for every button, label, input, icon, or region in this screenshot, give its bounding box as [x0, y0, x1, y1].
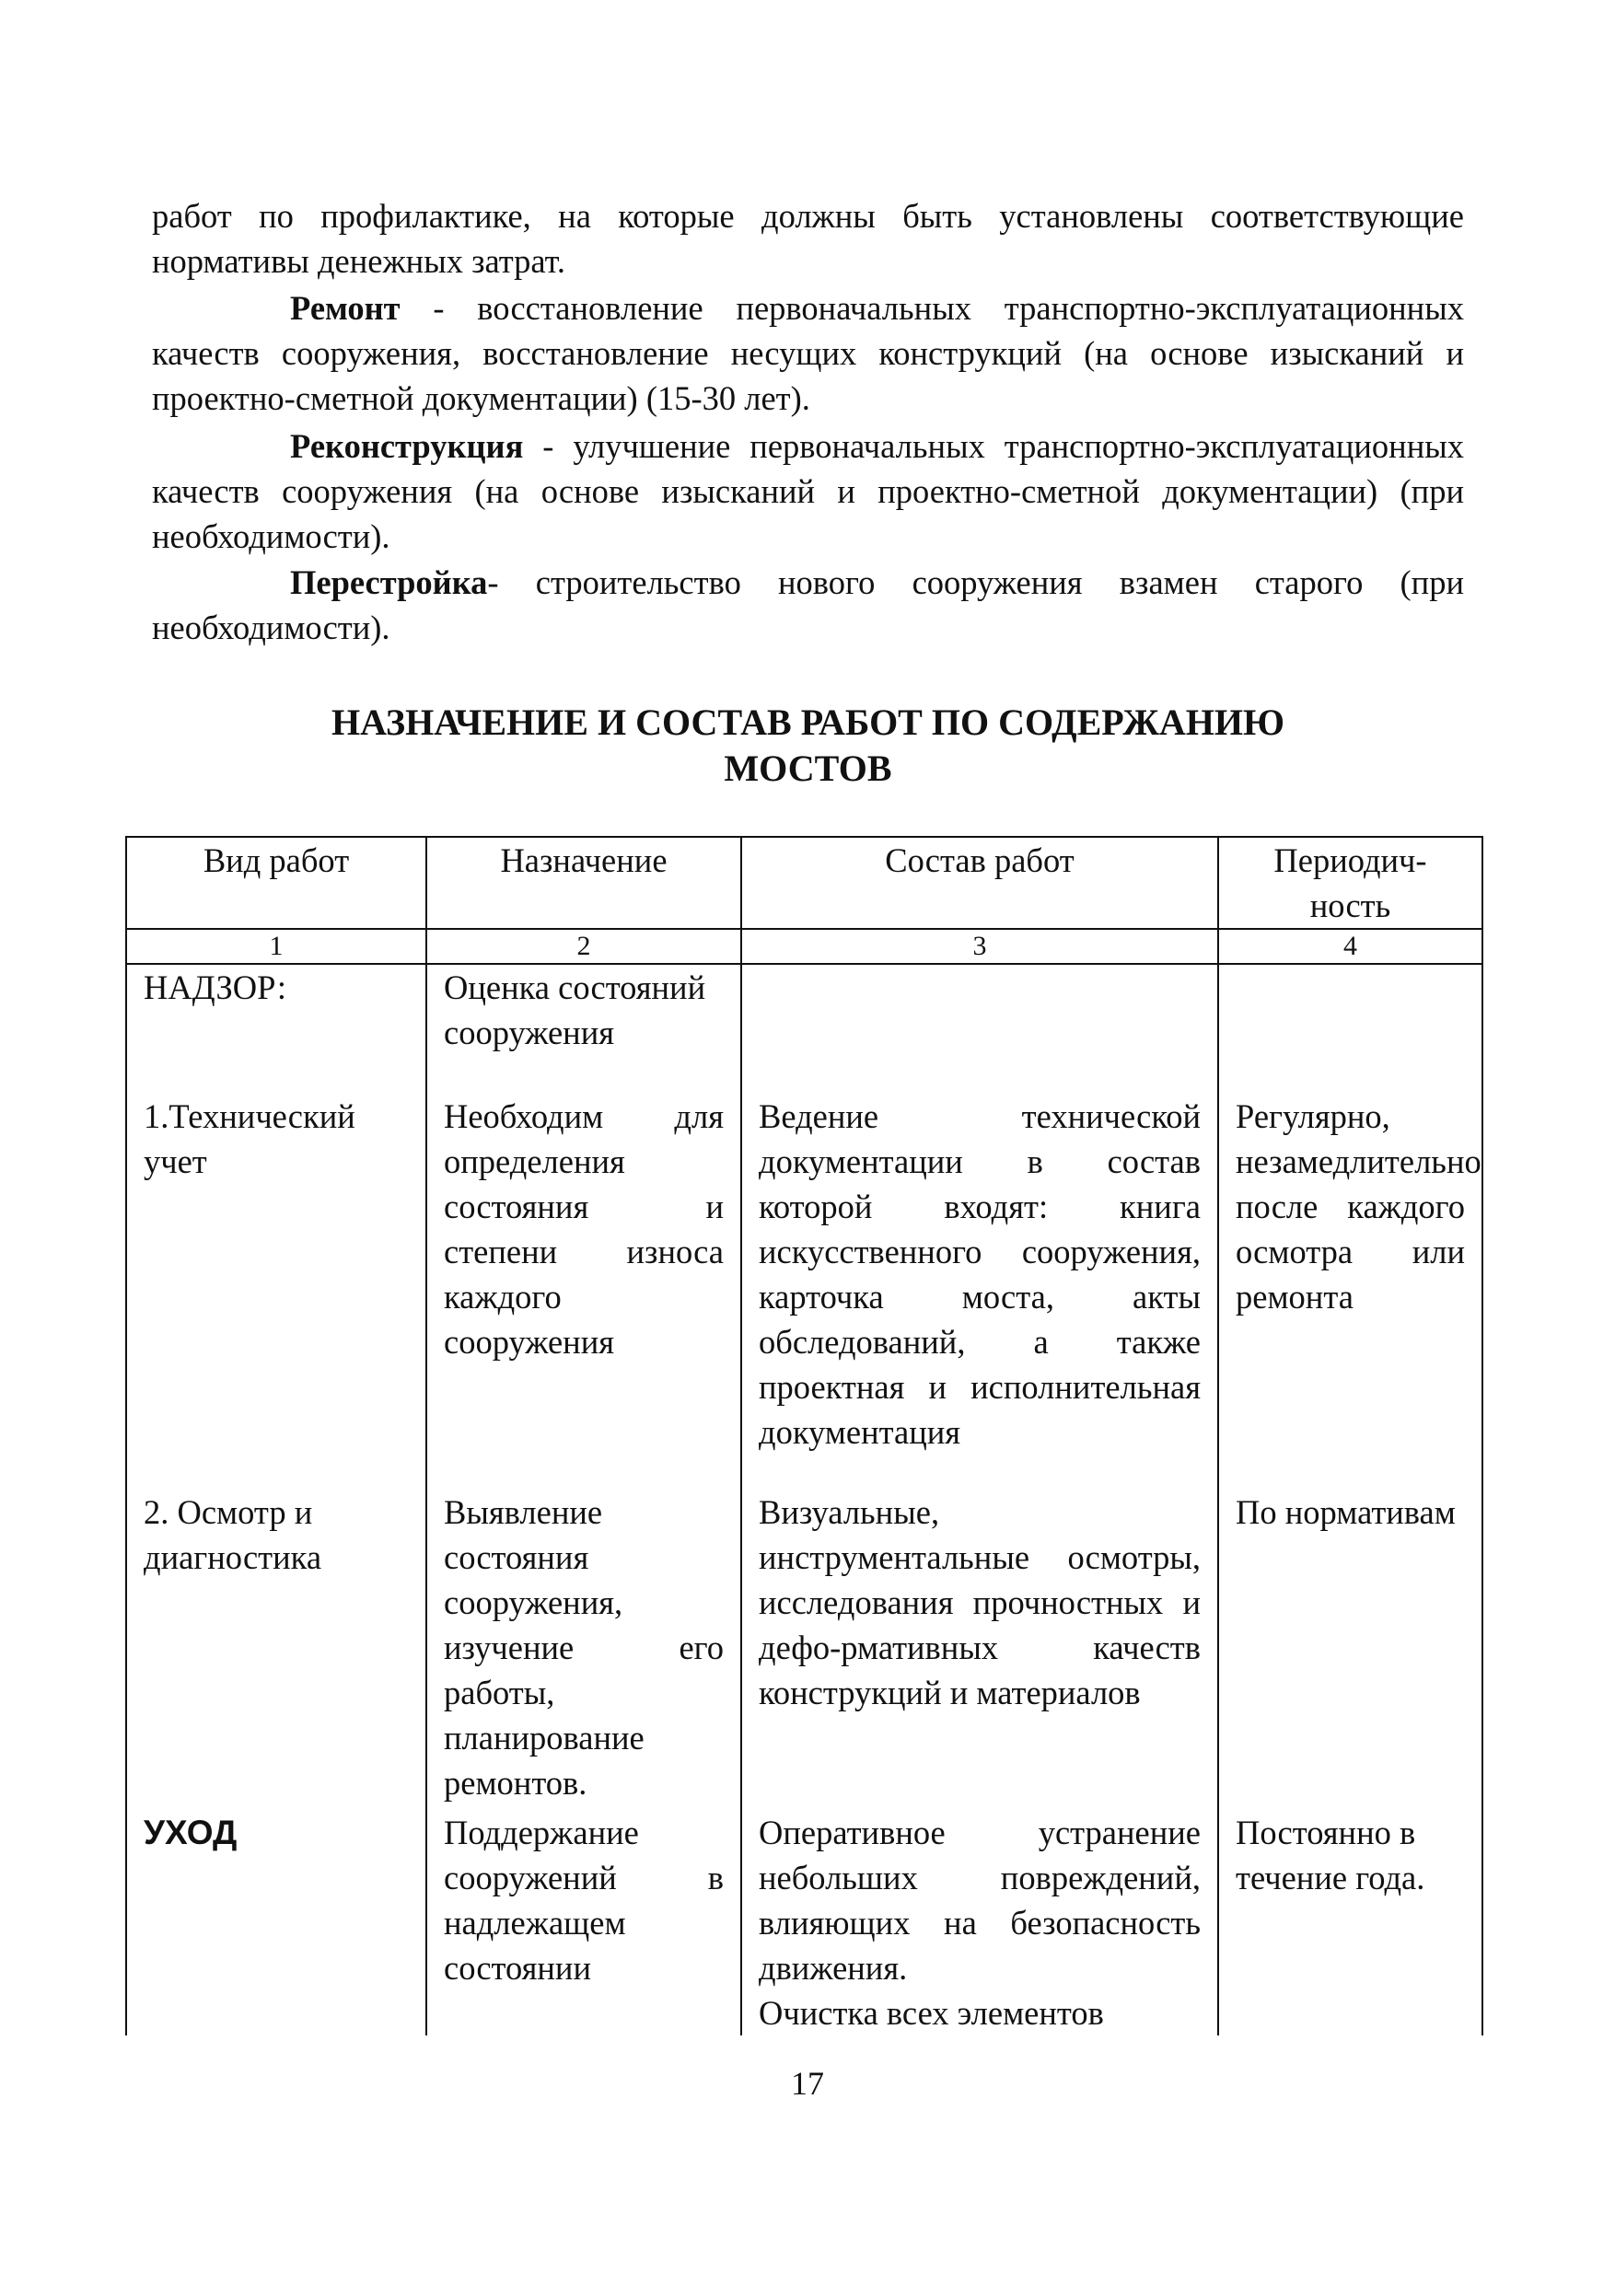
- table-row: [126, 964, 1482, 1094]
- work-type-care-label: УХОД: [144, 1814, 238, 1851]
- column-number: 4: [1218, 929, 1482, 964]
- cell-work-type: 2. Осмотр и диагностика: [144, 1493, 322, 1576]
- paragraph-repair: [152, 285, 1464, 421]
- paragraph-reconstruction: [152, 423, 1464, 559]
- section-heading: [152, 700, 1464, 792]
- cell-composition: Ведение технической документации в состав которой входят: книга искусственного сооружения, карточка моста, акты обследований, а также проектная и исполнительная документация: [741, 1094, 1218, 1490]
- term-rebuilding: Перестройка: [290, 563, 488, 601]
- header-purpose: Назначение: [426, 837, 741, 929]
- definition-rebuilding: - строительство нового сооружения взамен старого (при необходимости).: [152, 563, 1464, 646]
- works-table: [125, 836, 1483, 2035]
- cell-work-type: 1.Технический учет: [144, 1097, 355, 1180]
- header-periodicity: Периодич- ность: [1218, 837, 1482, 929]
- cell-composition: Визуальные, инструментальные осмотры, исследования прочностных и дефо-рмативных качеств конструкций и материалов: [741, 1490, 1218, 1810]
- heading-line-1: НАЗНАЧЕНИЕ И СОСТАВ РАБОТ ПО СОДЕРЖАНИЮ: [331, 702, 1285, 743]
- term-repair: Ремонт: [290, 289, 401, 327]
- heading-line-2: МОСТОВ: [724, 748, 892, 789]
- cell-purpose: Поддержание сооружений в надлежащем состоянии: [426, 1810, 741, 2035]
- table-row: [126, 1094, 1482, 1490]
- cell-work-type: НАДЗОР:: [144, 968, 286, 1006]
- cell-purpose: Необходим для определения состояния и степени износа каждого сооружения: [426, 1094, 741, 1490]
- column-number: 1: [126, 929, 426, 964]
- table-header-row: [126, 837, 1482, 929]
- cell-purpose: Оценка состояний сооружения: [426, 964, 741, 1094]
- header-work-type: Вид работ: [126, 837, 426, 929]
- definition-reconstruction: - улучшение первоначальных транспортно-эксплуатационных качеств сооружения (на основе изысканий и проектно-сметной документации) (при необходимости).: [152, 427, 1464, 555]
- composition-extra: Очистка всех элементов: [759, 1994, 1104, 2032]
- composition-main: Оперативное устранение небольших повреждений, влияющих на безопасность движения.: [759, 1814, 1201, 1987]
- term-reconstruction: Реконструкция: [290, 427, 524, 465]
- page-number: 17: [791, 2065, 824, 2102]
- definition-repair: - восстановление первоначальных транспортно-эксплуатационных качеств сооружения, восстановление несущих конструкций (на основе изысканий и проектно-сметной документации) (15-30 лет).: [152, 289, 1464, 417]
- column-number: 3: [741, 929, 1218, 964]
- cell-purpose: Выявление состояния сооружения, изучение его работы, планирование ремонтов.: [426, 1490, 741, 1810]
- table-row: [126, 1810, 1482, 2035]
- cell-periodicity: [1218, 964, 1482, 1094]
- paragraph-rebuilding: [152, 560, 1464, 650]
- cell-periodicity: Регулярно, незамедлительно после каждого осмотра или ремонта: [1218, 1094, 1482, 1490]
- paragraph-text: работ по профилактике, на которые должны быть установлены соответствующие нормативы денежных затрат.: [152, 197, 1464, 280]
- cell-composition: [741, 1810, 1218, 2035]
- column-number: 2: [426, 929, 741, 964]
- cell-periodicity: По нормативам: [1218, 1490, 1482, 1810]
- cell-periodicity: Постоянно в течение года.: [1218, 1810, 1482, 2035]
- paragraph-prophylaxis: [152, 193, 1464, 284]
- header-composition: Состав работ: [741, 837, 1218, 929]
- cell-composition: [741, 964, 1218, 1094]
- table-column-numbers-row: [126, 929, 1482, 964]
- cell-work-type: [126, 1810, 426, 2035]
- table-row: [126, 1490, 1482, 1810]
